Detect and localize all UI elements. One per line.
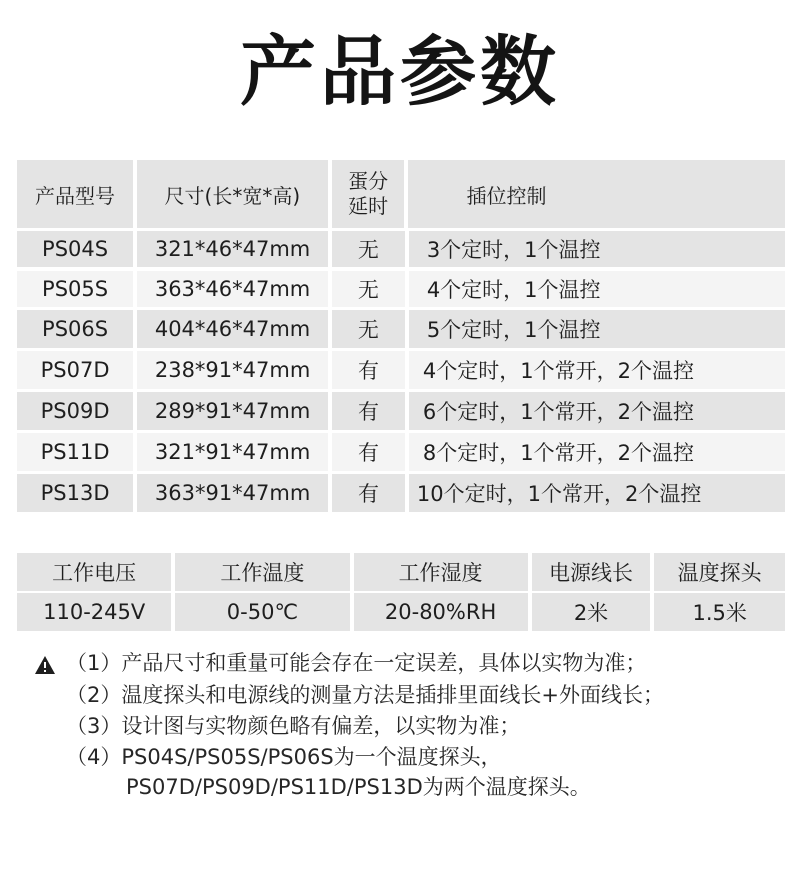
header-delay-line2: 延时 [348,194,389,218]
env-header-probe: 温度探头 [654,553,785,591]
row-sockets: 8个定时，1个常开，2个温控 [409,433,785,471]
env-value-row [17,593,785,631]
table-row [17,474,785,512]
note-4: （4）PS04S/PS05S/PS06S为一个温度探头， [66,745,502,769]
row-delay: 无 [332,310,405,348]
table-row [17,310,785,348]
row-size: 289*91*47mm [137,392,328,430]
header-size: 尺寸(长*宽*高) [137,160,328,228]
row-size: 321*91*47mm [137,433,328,471]
env-value-temperature: 0-50℃ [175,593,349,631]
row-size: 363*46*47mm [137,271,328,307]
env-value-probe: 1.5米 [654,593,785,631]
env-header-row [17,553,785,591]
env-header-cable-length: 电源线长 [532,553,651,591]
env-header-temperature: 工作温度 [175,553,349,591]
header-model: 产品型号 [17,160,133,228]
table-row [17,231,785,267]
row-size: 321*46*47mm [137,231,328,267]
table-row [17,392,785,430]
row-delay: 无 [332,231,405,267]
row-sockets: 5个定时，1个温控 [409,310,785,348]
row-model: PS09D [17,392,133,430]
env-value-voltage: 110-245V [17,593,171,631]
row-model: PS07D [17,351,133,389]
row-delay: 有 [332,474,405,512]
row-size: 363*91*47mm [137,474,328,512]
row-sockets: 3个定时，1个温控 [409,231,785,267]
row-delay: 无 [332,271,405,307]
note-4-continuation: PS07D/PS09D/PS11D/PS13D为两个温度探头。 [126,775,591,799]
env-value-cable-length: 2米 [532,593,651,631]
env-value-humidity: 20-80%RH [354,593,528,631]
row-sockets: 6个定时，1个常开，2个温控 [409,392,785,430]
table-row [17,433,785,471]
row-delay: 有 [332,433,405,471]
row-model: PS13D [17,474,133,512]
page-title: 产品参数 [240,27,560,116]
table-row [17,351,785,389]
row-model: PS05S [17,271,133,307]
table-row [17,271,785,307]
header-sockets: 插位控制 [408,160,785,228]
row-sockets: 4个定时，1个常开，2个温控 [409,351,785,389]
header-delay-line1: 蛋分 [348,169,389,193]
env-header-humidity: 工作湿度 [354,553,528,591]
note-2: （2）温度探头和电源线的测量方法是插排里面线长+外面线长； [66,683,664,707]
env-header-voltage: 工作电压 [17,553,171,591]
row-model: PS06S [17,310,133,348]
row-size: 238*91*47mm [137,351,328,389]
row-size: 404*46*47mm [137,310,328,348]
note-1: （1）产品尺寸和重量可能会存在一定误差，具体以实物为准； [66,651,647,675]
spec-header-row [17,160,785,228]
note-3: （3）设计图与实物颜色略有偏差，以实物为准； [66,714,521,738]
row-model: PS11D [17,433,133,471]
warning-triangle-icon [34,655,56,675]
row-delay: 有 [332,392,405,430]
row-delay: 有 [332,351,405,389]
row-model: PS04S [17,231,133,267]
row-sockets: 4个定时，1个温控 [409,271,785,307]
header-delay [332,160,405,228]
row-sockets: 10个定时，1个常开，2个温控 [409,474,785,512]
